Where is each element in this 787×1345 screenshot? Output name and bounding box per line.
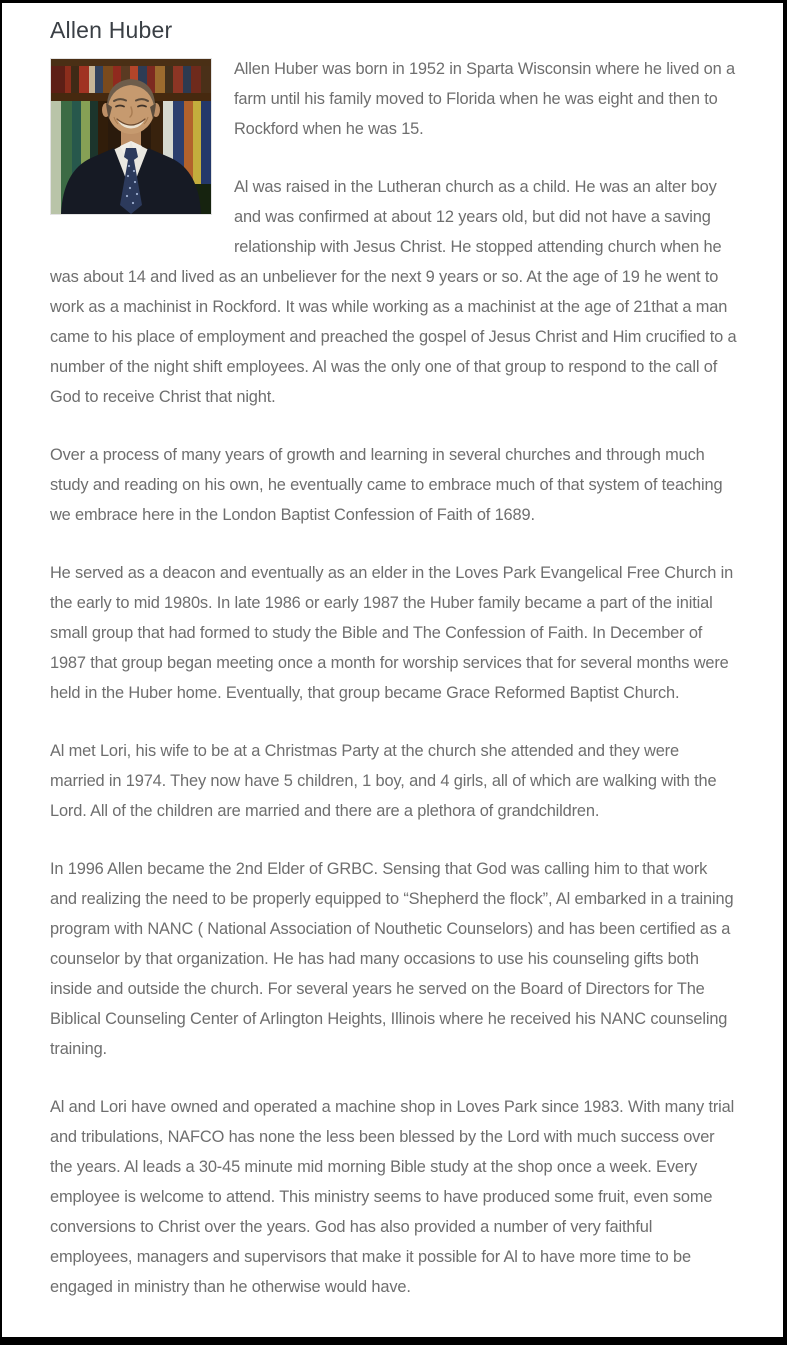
bio-paragraph-2: Al was raised in the Lutheran church as a child. He was an alter boy and was confirmed at about 12 years old, but did not have a saving relationship with Jesus Christ. He stopped attending church when he was about 14 and lived as an unbeliever for the next 9 years or so. At the age of 19 he went to work as a machinist in Rockford. It was while working as a machinist at the age of 21that a man came to his place of employment and preached the gospel of Jesus Christ and Him crucified to a number of the night shift employees. Al was the only one of that group to respond to the call of God to receive Christ that night. [50,178,737,406]
page-title: Allen Huber [50,17,173,43]
bio-paragraph-4: He served as a deacon and eventually as an elder in the Loves Park Evangelical Free Church in the early to mid 1980s. In late 1986 or early 1987 the Huber family became a part of the initial small group that had formed to study the Bible and The Confession of Faith. In December of 1987 that group began meeting once a month for worship services that for several months were held in the Huber home. Eventually, that group became Grace Reformed Baptist Church. [50,564,734,702]
bio-paragraph-3: Over a process of many years of growth and learning in several churches and through much study and reading on his own, he eventually came to embrace much of that system of teaching we embrace here in the London Baptist Confession of Faith of 1689. [50,446,723,524]
portrait-photo [50,58,212,215]
bio-paragraph-5: Al met Lori, his wife to be at a Christmas Party at the church she attended and they were married in 1974. They now have 5 children, 1 boy, and 4 girls, all of which are walking with the Lord. All of the children are married and there are a plethora of grandchildren. [50,742,717,820]
bio-paragraph-1: Allen Huber was born in 1952 in Sparta Wisconsin where he lived on a farm until his family moved to Florida when he was eight and then to Rockford when he was 15. [234,60,735,138]
bio-paragraph-6: In 1996 Allen became the 2nd Elder of GRBC. Sensing that God was calling him to that work and realizing the need to be properly equipped to “Shepherd the flock”, Al embarked in a training program with NANC ( National Association of Nouthetic Counselors) and has been certified as a counselor by that organization. He has had many occasions to use his counseling gifts both inside and outside the church. For several years he served on the Board of Directors for The Biblical Counseling Center of Arlington Heights, Illinois where he received his NANC counseling training. [50,860,734,1058]
portrait-photo-image [51,59,211,214]
article-body [2,3,783,1302]
bio-paragraph-7: Al and Lori have owned and operated a machine shop in Loves Park since 1983. With many trial and tribulations, NAFCO has none the less been blessed by the Lord with much success over the years. Al leads a 30-45 minute mid morning Bible study at the shop once a week. Every employee is welcome to attend. This ministry seems to have produced some fruit, even some conversions to Christ over the years. God has also provided a number of very faithful employees, managers and supervisors that make it possible for Al to have more time to be engaged in ministry than he otherwise would have. [50,1098,735,1296]
